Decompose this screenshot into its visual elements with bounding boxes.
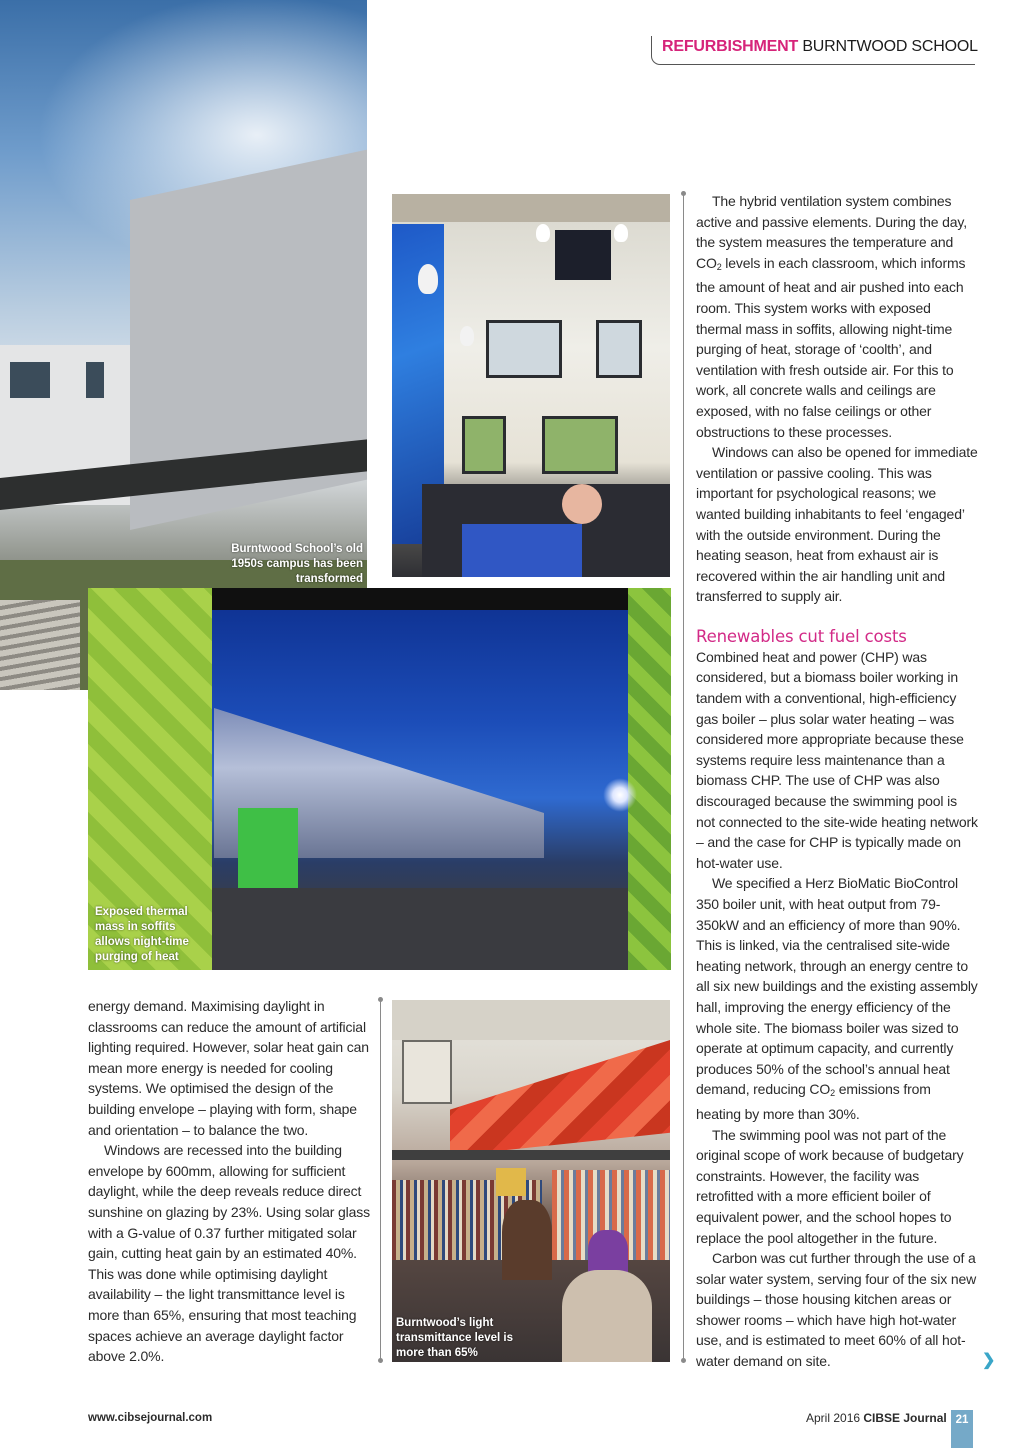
footer-journal: CIBSE Journal (863, 1411, 947, 1425)
header-topic: BURNTWOOD SCHOOL (802, 38, 978, 55)
footer-url: www.cibsejournal.com (88, 1412, 213, 1424)
header-section: REFURBISHMENT (662, 38, 799, 55)
section-subhead: Renewables cut fuel costs (696, 626, 907, 646)
body-paragraph: The hybrid ventilation system combines active and passive elements. During the day, the system measures the temperature and $CO_2$ levels in each classroom, which informs the amount of heat and air pushed into each room. This system works with exposed thermal mass in soffits, allowing night-time purging of heat, storage of ‘coolth’, and ventilation with fresh outside air. For this to work, all concrete walls and ceilings are exposed, with no false ceilings or other obstructions to these processes. (696, 193, 967, 440)
chevron-right-icon: ❯ (982, 1352, 996, 1369)
header-text (662, 38, 978, 56)
classroom-photo (392, 194, 670, 577)
page-number: 21 (951, 1410, 973, 1448)
body-paragraph: Combined heat and power (CHP) was considered, but a biomass boiler working in tandem with a conventional, high-efficiency gas boiler – plus solar water heating – was considered more appropriate because these systems require less maintenance than a biomass CHP. The use of CHP was also discouraged because the swimming pool is not connected to the site-wide heating network – and the case for CHP is typically made on hot-water use. (696, 648, 978, 871)
night-caption: Exposed thermal mass in soffits allows night-time purging of heat (95, 906, 189, 963)
footer-issue (806, 1411, 947, 1425)
footer-date: April 2016 (806, 1411, 864, 1425)
exterior-caption: Burntwood School’s old 1950s campus has been transformed (231, 543, 363, 585)
right-text-column (696, 191, 978, 1372)
body-paragraph: The swimming pool was not part of the original scope of work because of budgetary constraints. However, the facility was retrofitted with a more efficient boiler of equivalent power, and the school hopes to replace the pool altogether in the future. (696, 1126, 964, 1246)
body-paragraph: Windows can also be opened for immediate ventilation or passive cooling. This was important for psychological reasons; we wanted building inhabitants to feel ‘engaged’ with the outside environment. During the heating season, heat from exhaust air is recovered within the air handling unit and transferred to supply air. (696, 444, 978, 605)
left-text-column (88, 996, 370, 1367)
column-rule (683, 194, 684, 1360)
column-rule (380, 1000, 381, 1360)
exterior-photo (0, 0, 367, 690)
body-paragraph: energy demand. Maximising daylight in classrooms can reduce the amount of artificial lighting required. However, solar heat gain can mean more energy is needed for cooling systems. We optimised the design of the building envelope – playing with form, shape and orientation – to balance the two. (88, 998, 369, 1138)
library-caption: Burntwood’s light transmittance level is more than 65% (396, 1317, 513, 1359)
body-paragraph: Windows are recessed into the building envelope by 600mm, allowing for sufficient daylight, while the deep reveals reduce direct sunshine on glazing by 23%. Using solar glass with a G-value of 0.37 further mitigated solar gain, cutting heat gain by an estimated 40%. This was done while optimising daylight availability – the light transmittance level is more than 65%, ensuring that most teaching spaces achieve an average daylight factor above 2.0%. (88, 1142, 370, 1365)
body-paragraph: We specified a Herz BioMatic BioControl 350 boiler unit, with heat output from 79-350kW and an efficiency of more than 90%. This is linked, via the centralised site-wide heating network, through an energy centre to all six new buildings and the existing assembly hall, improving the energy efficiency of the whole site. The biomass boiler was sized to operate at optimum capacity, and currently produces 50% of the school’s annual heat demand, reducing $CO_2$ emissions from heating by more than 30%. (696, 875, 978, 1122)
night-exterior-photo (88, 588, 671, 970)
running-header (651, 36, 978, 65)
body-paragraph: Carbon was cut further through the use of a solar water system, serving four of the six new buildings – those housing kitchen areas or shower rooms – which have high hot-water use, and is estimated to meet 60% of all hot-water demand on site. (696, 1250, 977, 1370)
library-photo (392, 1000, 670, 1362)
